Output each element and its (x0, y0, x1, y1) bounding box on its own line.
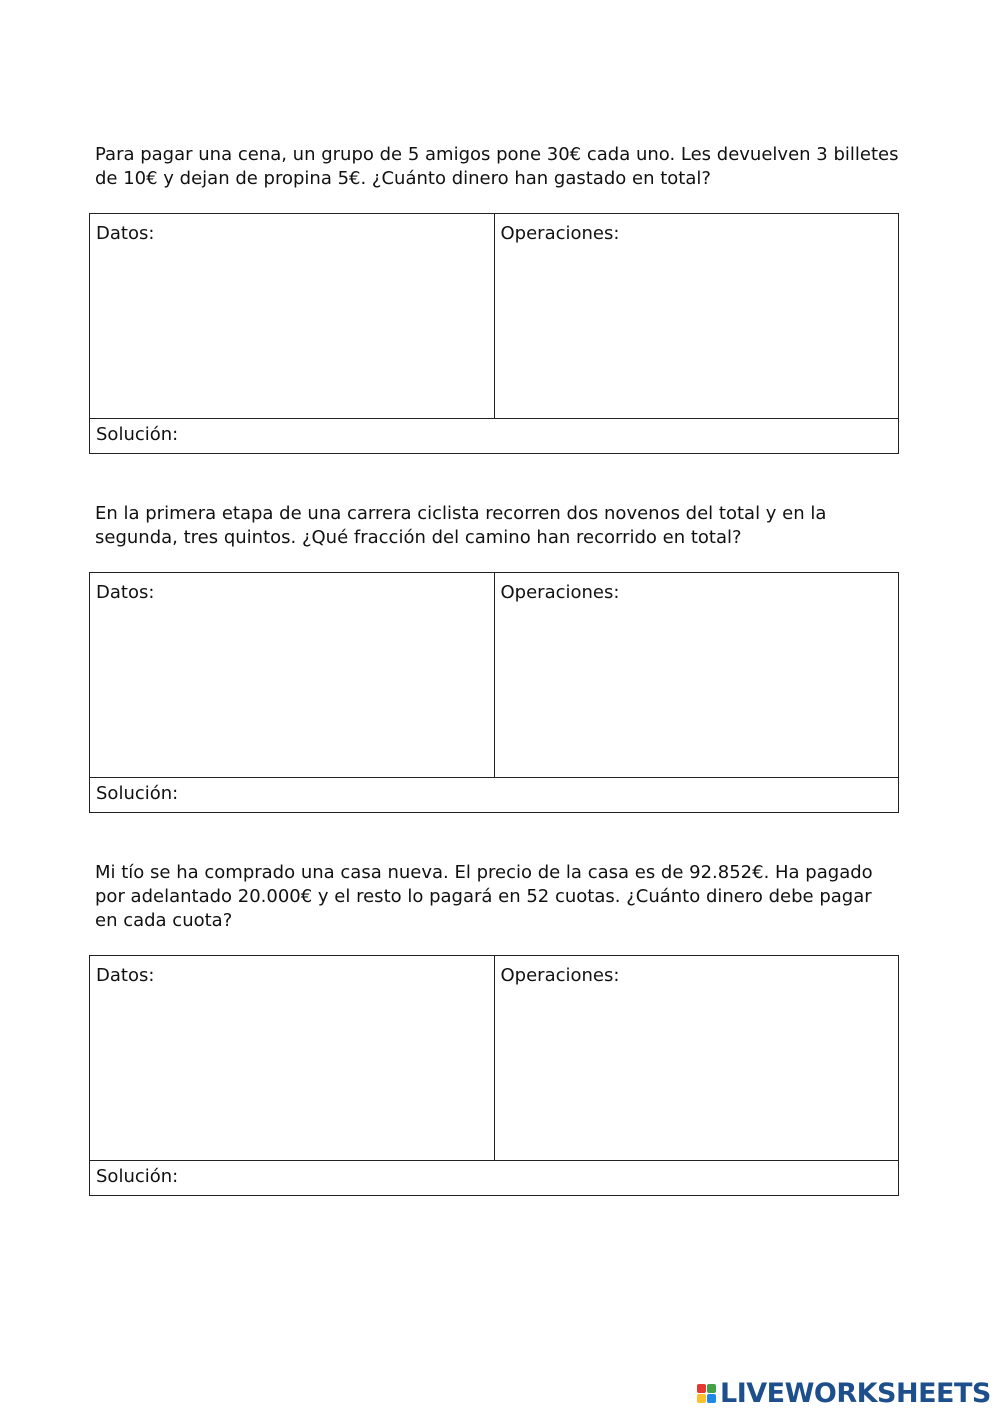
operaciones-cell[interactable] (494, 956, 899, 1160)
datos-label: Datos: (96, 965, 155, 986)
logo-square-blue (707, 1394, 716, 1403)
problem-2-answer-box (89, 572, 899, 813)
liveworksheets-logo (697, 1378, 991, 1409)
solucion-cell[interactable] (90, 419, 898, 453)
problem-1-answer-box (89, 213, 899, 454)
datos-label: Datos: (96, 582, 155, 603)
operaciones-cell[interactable] (494, 573, 899, 777)
problem-2-text: En la primera etapa de una carrera ciclista recorren dos novenos del total y en la segunda, tres quintos. ¿Qué fracción del camino han recorrido en total? (95, 503, 827, 548)
operaciones-cell[interactable] (494, 214, 899, 418)
solucion-label: Solución: (96, 424, 179, 445)
problem-3-answer-box (89, 955, 899, 1196)
problem-1-text: Para pagar una cena, un grupo de 5 amigos pone 30€ cada uno. Les devuelven 3 billetes de 10€ y dejan de propina 5€. ¿Cuánto dinero han gastado en total? (95, 144, 899, 189)
logo-square-red (697, 1384, 706, 1393)
datos-cell[interactable] (90, 956, 494, 1160)
solucion-cell[interactable] (90, 1161, 898, 1195)
datos-cell[interactable] (90, 214, 494, 418)
solucion-cell[interactable] (90, 778, 898, 812)
logo-square-green (707, 1384, 716, 1393)
datos-cell[interactable] (90, 573, 494, 777)
operaciones-label: Operaciones: (500, 223, 620, 244)
problem-3-text: Mi tío se ha comprado una casa nueva. El precio de la casa es de 92.852€. Ha pagado por adelantado 20.000€ y el resto lo pagará en 52 cuotas. ¿Cuánto dinero debe pagar en cada cuota? (95, 862, 873, 931)
liveworksheets-logo-text: LIVEWORKSHEETS (720, 1378, 991, 1409)
datos-label: Datos: (96, 223, 155, 244)
operaciones-label: Operaciones: (500, 965, 620, 986)
solucion-label: Solución: (96, 1166, 179, 1187)
logo-square-yellow (697, 1394, 706, 1403)
liveworksheets-logo-icon (697, 1384, 716, 1403)
solucion-label: Solución: (96, 783, 179, 804)
operaciones-label: Operaciones: (500, 582, 620, 603)
